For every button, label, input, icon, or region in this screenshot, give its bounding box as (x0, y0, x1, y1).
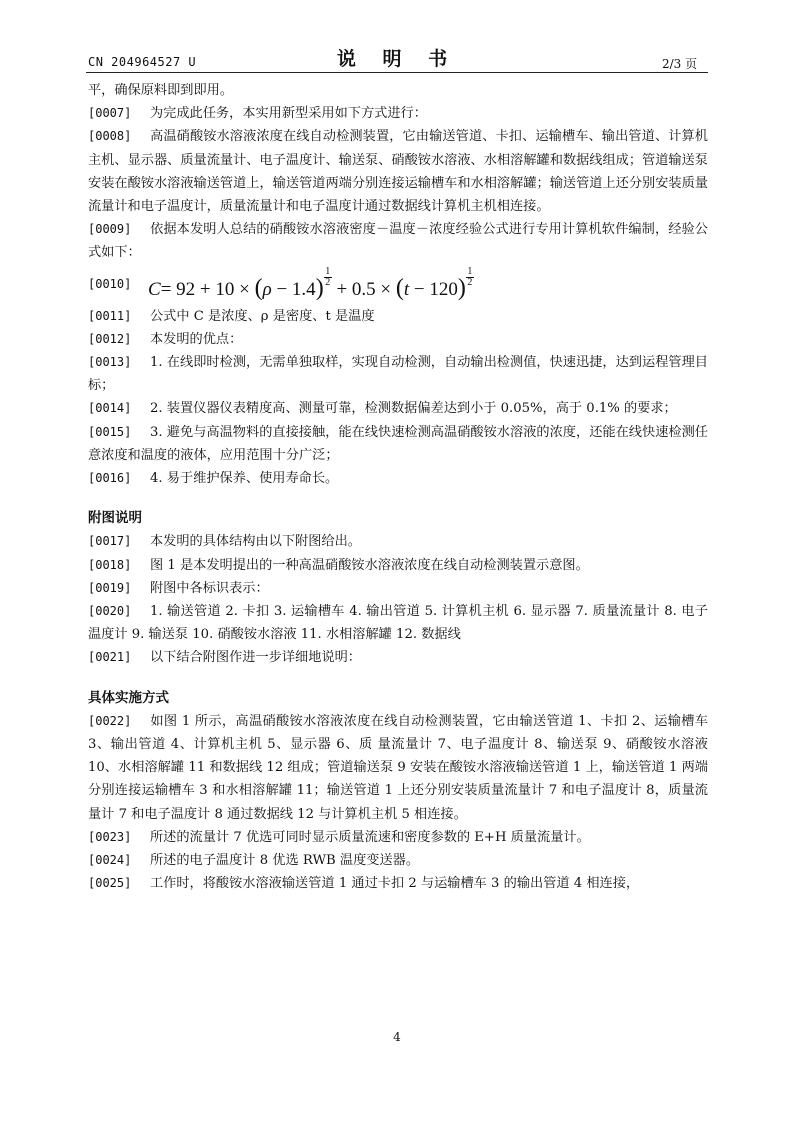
page-number: 4 (393, 1030, 401, 1044)
paragraph-number: [0022] (88, 713, 132, 728)
page-count: 2/3 页 (662, 57, 698, 71)
paragraph-number: [0017] (88, 534, 132, 549)
paragraph-number: [0012] (88, 331, 132, 346)
paragraph-0020: [0020] 1. 输送管道 2. 卡扣 3. 运输槽车 4. 输出管道 5. 计算机主机 6. 显示器 7. 质量流量计 8. 电子温度计 9. 输送泵 10. 硝酸铵水溶液 11. 水相溶解罐 12. 数据线 (88, 600, 708, 646)
paragraph-number: [0015] (88, 424, 132, 439)
section-heading-embodiment: 具体实施方式 (88, 689, 169, 706)
paragraph-number: [0021] (88, 650, 132, 665)
paragraph-0015: [0015] 3. 避免与高温物料的直接接触，能在线快速检测高温硝酸铵水溶液的浓度，还能在线快速检测任意浓度和温度的液体，应用范围十分广泛； (88, 421, 708, 467)
paragraph-0008: [0008] 高温硝酸铵水溶液浓度在线自动检测装置，它由输送管道、卡扣、运输槽车、输出管道、计算机主机、显示器、质量流量计、电子温度计、输送泵、硝酸铵水溶液、水相溶解罐和数据线组成；管道输送泵安装在酸铵水溶液输送管道上，输送管道两端分别连接运输槽车和水相溶解罐；输送管道上还分别安装质量流量计和电子温度计，质量流量计和电子温度计通过数据线计算机主机相连接。 (88, 125, 708, 218)
paragraph-0016: [0016] 4. 易于维护保养、使用寿命长。 (88, 467, 708, 490)
paragraph-number: [0024] (88, 853, 132, 868)
paragraph-0009: [0009] 依据本发明人总结的硝酸铵水溶液密度－温度－浓度经验公式进行专用计算机软件编制，经验公式如下： (88, 218, 708, 264)
section-heading-figures: 附图说明 (88, 510, 142, 527)
doc-number: CN 204964527 U (88, 55, 197, 69)
paragraph-number: [0016] (88, 471, 132, 486)
formula-paragraph (88, 267, 708, 305)
paragraph-number: [0008] (88, 129, 132, 144)
paragraph-continued: 平，确保原料即到即用。 (88, 83, 234, 98)
paragraph-number: [0007] (88, 106, 132, 121)
paragraph-number: [0018] (88, 557, 132, 572)
header-rule (86, 72, 708, 73)
paragraph-0007: [0007] 为完成此任务，本实用新型采用如下方式进行： (88, 102, 708, 125)
paragraph-0019: [0019] 附图中各标识表示： (88, 577, 708, 600)
paragraph-0017: [0017] 本发明的具体结构由以下附图给出。 (88, 530, 708, 553)
paragraph-number: [0013] (88, 355, 132, 370)
paragraph-0018: [0018] 图 1 是本发明提出的一种高温硝酸铵水溶液浓度在线自动检测装置示意图。 (88, 554, 708, 577)
paragraph-0012: [0012] 本发明的优点： (88, 328, 708, 351)
paragraph-0021: [0021] 以下结合附图作进一步详细地说明： (88, 646, 708, 669)
paragraph-0023: [0023] 所述的流量计 7 优选可同时显示质量流速和密度参数的 E+H 质量流量计。 (88, 826, 708, 849)
paragraph-0011: [0011] 公式中 C 是浓度、ρ 是密度、t 是温度 (88, 305, 708, 328)
paragraph-number: [0020] (88, 604, 132, 619)
paragraph-0014: [0014] 2. 装置仪器仪表精度高、测量可靠，检测数据偏差达到小于 0.05%，高于 0.1% 的要求； (88, 397, 708, 420)
paragraph-number: [0019] (88, 580, 132, 595)
paragraph-0025: [0025] 工作时，将酸铵水溶液输送管道 1 通过卡扣 2 与运输槽车 3 的输出管道 4 相连接， (88, 872, 708, 895)
paragraph-number: [0014] (88, 401, 132, 416)
description-body (88, 79, 708, 896)
paragraph-0024: [0024] 所述的电子温度计 8 优选 RWB 温度变送器。 (88, 849, 708, 872)
section-gap (88, 670, 708, 687)
section-gap (88, 490, 708, 507)
paragraph-number: [0025] (88, 876, 132, 891)
page-title: 说 明 书 (336, 48, 458, 70)
paragraph-0013: [0013] 1. 在线即时检测，无需单独取样，实现自动检测，自动输出检测值，快速迅捷，达到运程管理目标； (88, 351, 708, 397)
exponent: $\frac{1}{2}$ (325, 265, 331, 288)
paragraph-number: [0010] (88, 276, 132, 291)
exponent: $\frac{1}{2}$ (467, 265, 473, 288)
empirical-formula: C= 92 + 10 × (ρ − 1.4) $\frac{1}{2}$ + 0.5 × (t − 120) $\frac{1}{2}$ (148, 265, 473, 301)
paragraph-number: [0009] (88, 222, 132, 237)
paragraph-0022: [0022] 如图 1 所示，高温硝酸铵水溶液浓度在线自动检测装置，它由输送管道 1、卡扣 2、运输槽车 3、输出管道 4、计算机主机 5、显示器 6、质 量流量计 7、电子温度计 8、输送泵 9、硝酸铵水溶液 10、水相溶解罐 11 和数据线 12 组成；管道输送泵 9 安装在酸铵水溶液输送管道 1 上，输送管道 1 两端分别连接运输槽车 3 和水相溶解罐 11；输送管道 1 上还分别安装质量流量计 7 和电子温度计 8，质量流量计 7 和电子温度计 8 通过数据线 12 与计算机主机 5 相连接。 (88, 710, 708, 826)
paragraph-number: [0011] (88, 308, 132, 323)
paragraph-number: [0023] (88, 829, 132, 844)
